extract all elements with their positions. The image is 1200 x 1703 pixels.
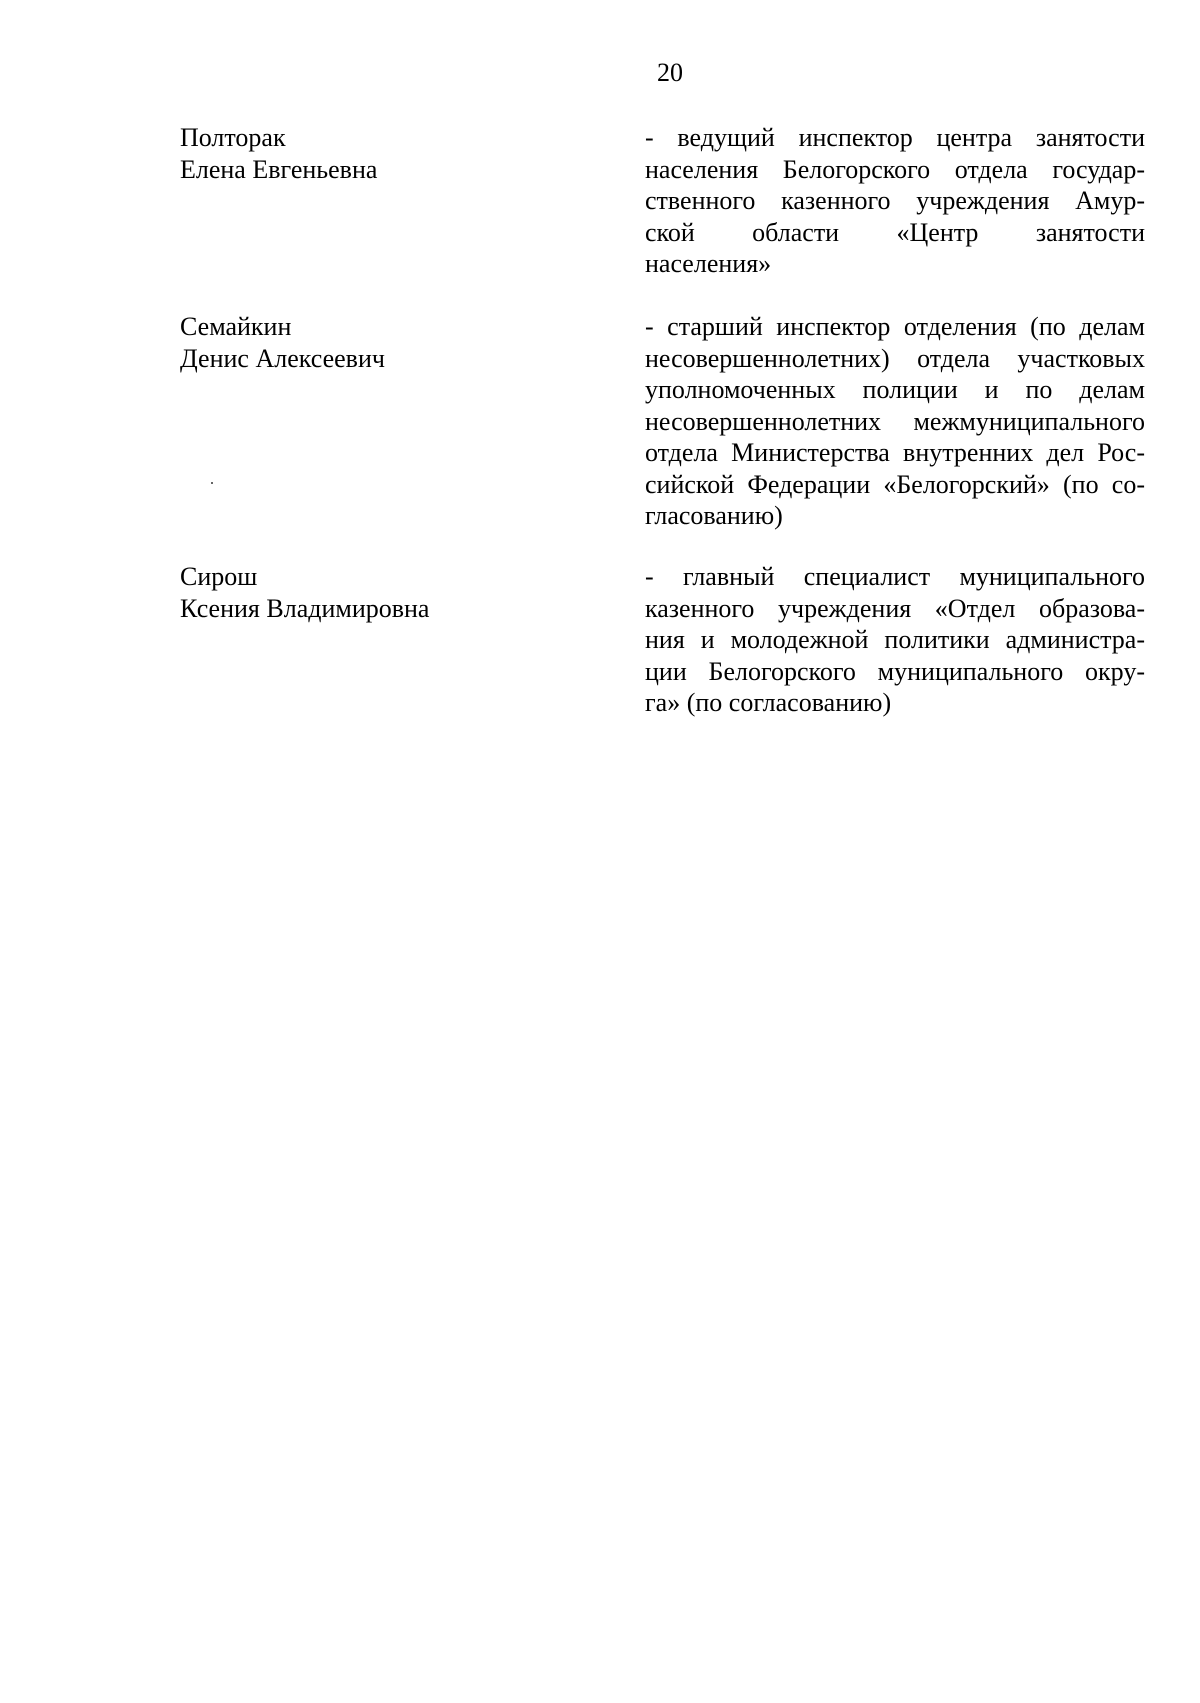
role-line: казенного учреждения «Отдел образова- [645,593,1145,623]
role-line: ции Белогорского муниципального окру- [645,656,1145,686]
role-line: несовершеннолетних) отдела участковых [645,343,1145,373]
role-line: населения» [645,249,772,278]
role-line: га» (по согласованию) [645,688,892,717]
member-entry [0,122,1200,292]
person-name [180,311,600,375]
role-line: ственного казенного учреждения Амур- [645,186,1145,215]
role-line: отдела Министерства внутренних дел Рос- [645,438,1145,467]
role-line: сийской Федерации «Белогорский» (по со- [645,469,1145,499]
member-entry [0,561,1200,731]
person-role [645,561,1145,719]
surname: Сирош [180,562,258,591]
role-line: ской области «Центр занятости [645,217,1145,247]
role-line: - главный специалист муниципального [645,562,1145,591]
person-role [645,311,1145,532]
surname: Полторак [180,123,286,152]
given-names: Денис Алексеевич [180,344,385,373]
role-line: населения Белогорского отдела государ- [645,154,1145,184]
surname: Семайкин [180,312,292,341]
person-role [645,122,1145,280]
scan-speck [211,482,213,484]
role-line: ния и молодежной политики администра- [645,625,1145,654]
person-name [180,122,600,186]
page-number: 20 [657,58,683,87]
role-line: несовершеннолетних межмуниципального [645,406,1145,436]
role-line: уполномоченных полиции и по делам [645,375,1145,404]
person-name [180,561,600,625]
role-line: гласованию) [645,501,783,530]
given-names: Елена Евгеньевна [180,155,378,184]
member-entry [0,311,1200,541]
role-line: - ведущий инспектор центра занятости [645,123,1145,152]
role-line: - старший инспектор отделения (по делам [645,312,1145,341]
given-names: Ксения Владимировна [180,594,430,623]
